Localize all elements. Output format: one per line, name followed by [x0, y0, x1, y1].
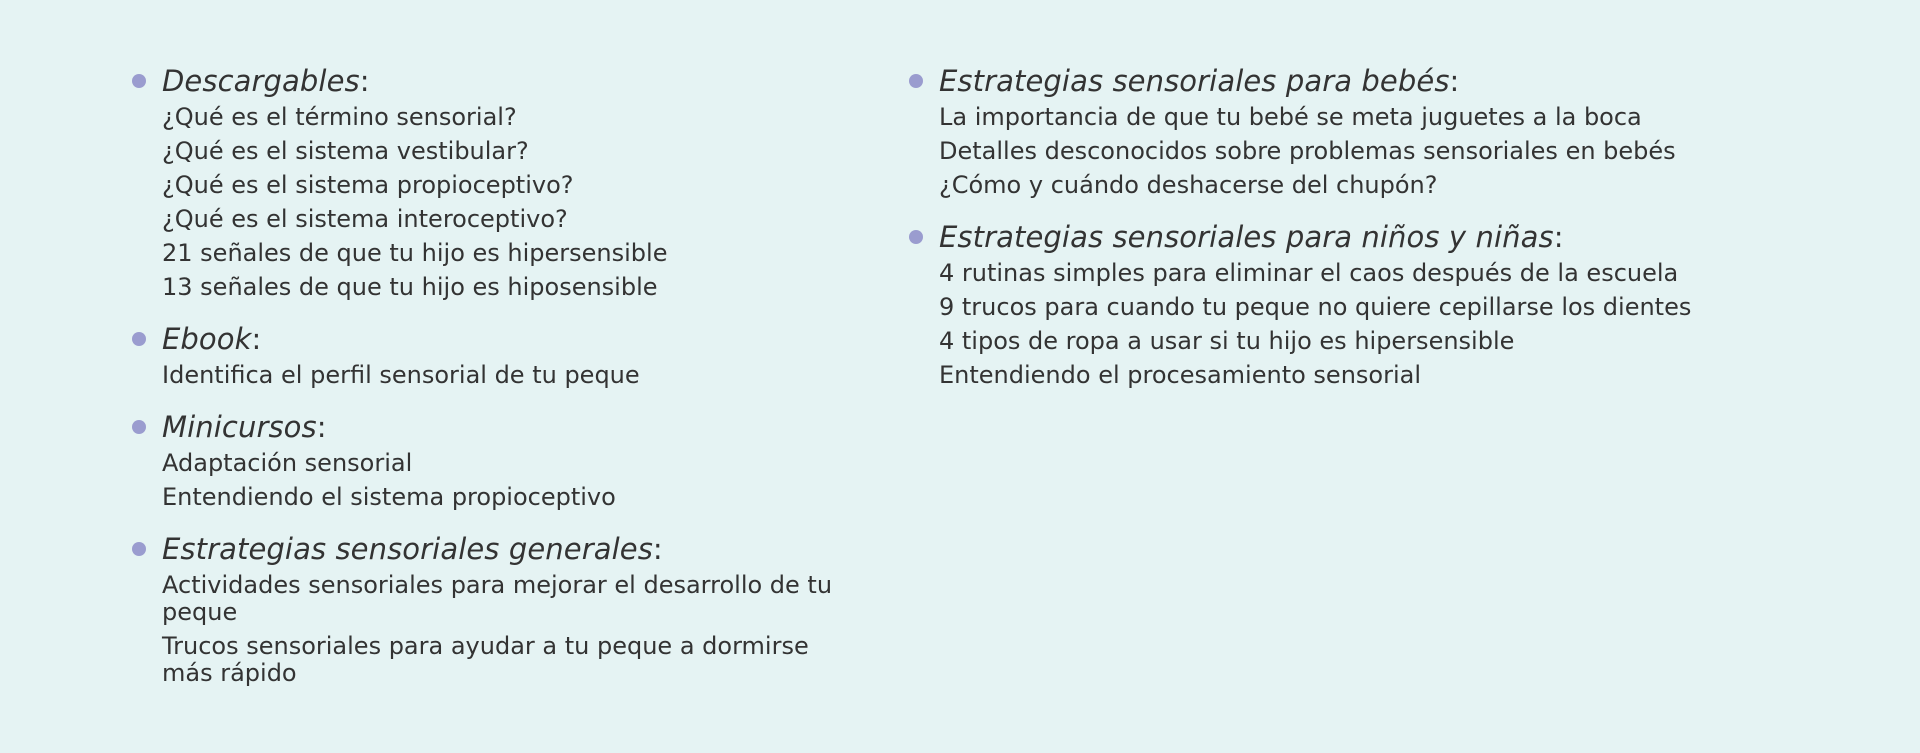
- list-item-link[interactable]: Actividades sensoriales para mejorar el desarrollo de tu peque: [162, 571, 833, 626]
- list-item-link[interactable]: La importancia de que tu bebé se meta juguetes a la boca: [939, 103, 1642, 131]
- list-item-link[interactable]: ¿Qué es el sistema vestibular?: [162, 137, 529, 165]
- section-descargables: [132, 58, 852, 301]
- list-item-link[interactable]: 13 señales de que tu hijo es hiposensible: [162, 273, 658, 301]
- list-item-link[interactable]: 21 señales de que tu hijo es hipersensible: [162, 239, 668, 267]
- section-minicursos: [132, 404, 852, 511]
- section-estrategias-bebes: [909, 58, 1869, 199]
- section-estrategias-generales: [132, 526, 852, 687]
- section-title: Estrategias sensoriales generales:: [162, 532, 663, 566]
- list-item-link[interactable]: 4 tipos de ropa a usar si tu hijo es hipersensible: [939, 327, 1515, 355]
- list-item-link[interactable]: Entendiendo el sistema propioceptivo: [162, 483, 616, 511]
- section-list: [162, 362, 852, 389]
- section-title: Descargables:: [162, 64, 370, 98]
- bullet-icon: [132, 74, 146, 88]
- bullet-icon: [909, 230, 923, 244]
- section-title-text: Descargables: [162, 64, 360, 98]
- list-item-link[interactable]: 9 trucos para cuando tu peque no quiere cepillarse los dientes: [939, 293, 1692, 321]
- list-item-link[interactable]: 4 rutinas simples para eliminar el caos después de la escuela: [939, 259, 1679, 287]
- list-item-link[interactable]: Detalles desconocidos sobre problemas sensoriales en bebés: [939, 137, 1676, 165]
- right-column: [909, 58, 1869, 404]
- section-title-text: Estrategias sensoriales para niños y niñas: [939, 220, 1554, 254]
- section-list: [939, 104, 1869, 199]
- section-list: [162, 572, 852, 687]
- list-item-link[interactable]: ¿Qué es el sistema propioceptivo?: [162, 171, 574, 199]
- list-item-link[interactable]: ¿Cómo y cuándo deshacerse del chupón?: [939, 171, 1438, 199]
- section-title-text: Minicursos: [162, 410, 317, 444]
- bullet-icon: [132, 420, 146, 434]
- list-item-link[interactable]: ¿Qué es el sistema interoceptivo?: [162, 205, 568, 233]
- list-item-link[interactable]: Entendiendo el procesamiento sensorial: [939, 361, 1422, 389]
- section-estrategias-ninos: [909, 214, 1869, 389]
- section-title: Ebook:: [162, 322, 262, 356]
- section-title-text: Ebook: [162, 322, 252, 356]
- section-title-text: Estrategias sensoriales para bebés: [939, 64, 1450, 98]
- section-list: [162, 104, 852, 301]
- section-list: [939, 260, 1869, 389]
- section-list: [162, 450, 852, 511]
- bullet-icon: [132, 332, 146, 346]
- section-ebook: [132, 316, 852, 389]
- list-item-link[interactable]: Identifica el perfil sensorial de tu peque: [162, 361, 640, 389]
- bullet-icon: [132, 542, 146, 556]
- list-item-link[interactable]: Adaptación sensorial: [162, 449, 413, 477]
- section-title-text: Estrategias sensoriales generales: [162, 532, 653, 566]
- list-item-link[interactable]: Trucos sensoriales para ayudar a tu peque a dormirse más rápido: [162, 632, 809, 687]
- section-title: Minicursos:: [162, 410, 327, 444]
- list-item-link[interactable]: ¿Qué es el término sensorial?: [162, 103, 517, 131]
- left-column: [132, 58, 852, 702]
- section-title: Estrategias sensoriales para niños y niñas:: [939, 220, 1564, 254]
- section-title: Estrategias sensoriales para bebés:: [939, 64, 1460, 98]
- bullet-icon: [909, 74, 923, 88]
